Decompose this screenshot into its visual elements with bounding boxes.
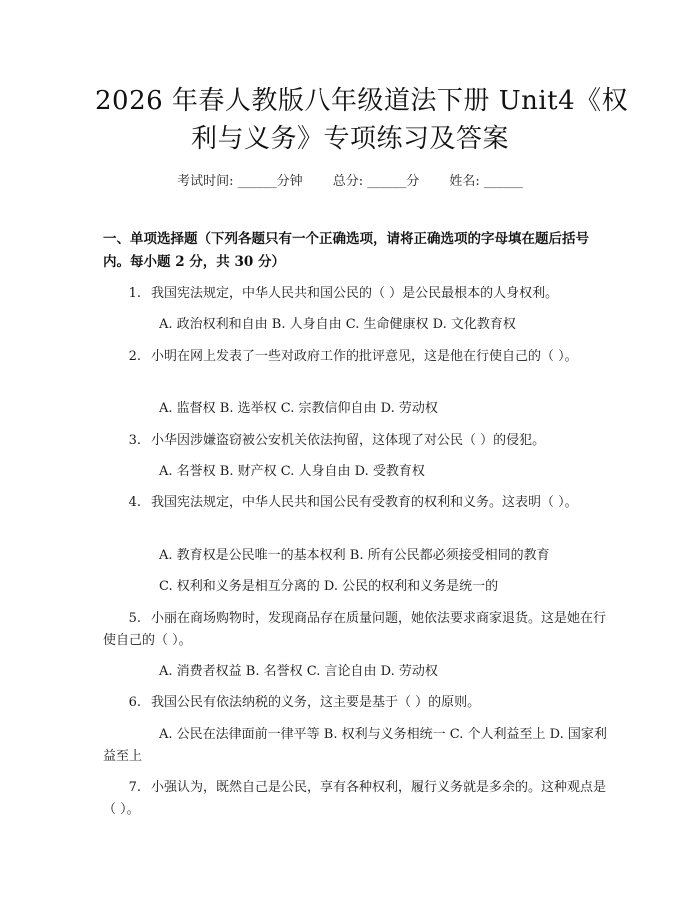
question-number: 3.	[128, 433, 141, 448]
question-text: 我国宪法规定，中华人民共和国公民有受教育的权利和义务。这表明（ ）。	[151, 495, 578, 510]
question-4	[103, 492, 608, 514]
question-number: 1.	[128, 286, 141, 301]
question-number: 2.	[128, 349, 141, 364]
question-5	[103, 608, 608, 652]
question-6	[103, 692, 608, 714]
question-text: 小强认为，既然自己是公民，享有各种权利，履行义务就是多余的。这种观点是（ ）。	[103, 780, 607, 817]
question-3-options: A. 名誉权 B. 财产权 C. 人身自由 D. 受教育权	[159, 464, 425, 479]
question-1-options: A. 政治权利和自由 B. 人身自由 C. 生命健康权 D. 文化教育权	[159, 317, 516, 332]
title-line-1: 2026 年春人教版八年级道法下册 Unit4《权	[95, 86, 629, 116]
section-heading: 一、单项选择题（下列各题只有一个正确选项，请将正确选项的字母填在题后括号内。每小题 2 分，共 30 分）	[103, 231, 589, 270]
exam-score-field: 总分: ______分	[332, 174, 420, 189]
question-text: 我国宪法规定，中华人民共和国公民的（ ）是公民最根本的人身权利。	[151, 286, 559, 301]
title-line-2: 利与义务》专项练习及答案	[190, 124, 509, 154]
exam-info-row	[0, 170, 700, 189]
question-text: 小华因涉嫌盗窃被公安机关依法拘留，这体现了对公民（ ）的侵犯。	[151, 433, 546, 448]
question-5-options: A. 消费者权益 B. 名誉权 C. 言论自由 D. 劳动权	[159, 664, 438, 679]
question-2-options: A. 监督权 B. 选举权 C. 宗教信仰自由 D. 劳动权	[159, 401, 438, 416]
question-number: 6.	[128, 695, 141, 710]
question-7	[103, 777, 608, 821]
document-title	[95, 82, 629, 158]
question-number: 4.	[128, 495, 141, 510]
exam-name-field: 姓名: ______	[449, 174, 523, 189]
question-4-options-line-2: C. 权利和义务是相互分离的 D. 公民的权利和义务是统一的	[159, 579, 499, 594]
exam-time-field: 考试时间: ______分钟	[177, 174, 303, 189]
question-3	[103, 430, 608, 452]
question-text: 小明在网上发表了一些对政府工作的批评意见，这是他在行使自己的（ ）。	[151, 349, 578, 364]
question-2	[103, 346, 608, 368]
question-text: 我国公民有依法纳税的义务，这主要是基于（ ）的原则。	[151, 695, 481, 710]
question-1	[103, 283, 608, 305]
question-number: 7.	[128, 780, 141, 795]
question-text: 小丽在商场购物时，发现商品存在质量问题，她依法要求商家退货。这是她在行使自己的（ ）。	[103, 611, 607, 648]
question-6-options: A. 公民在法律面前一律平等 B. 权利与义务相统一 C. 个人利益至上 D. 国家利益至上	[103, 727, 607, 764]
question-4-options-line-1: A. 教育权是公民唯一的基本权利 B. 所有公民都必须接受相同的教育	[159, 548, 550, 563]
question-number: 5.	[128, 611, 141, 626]
